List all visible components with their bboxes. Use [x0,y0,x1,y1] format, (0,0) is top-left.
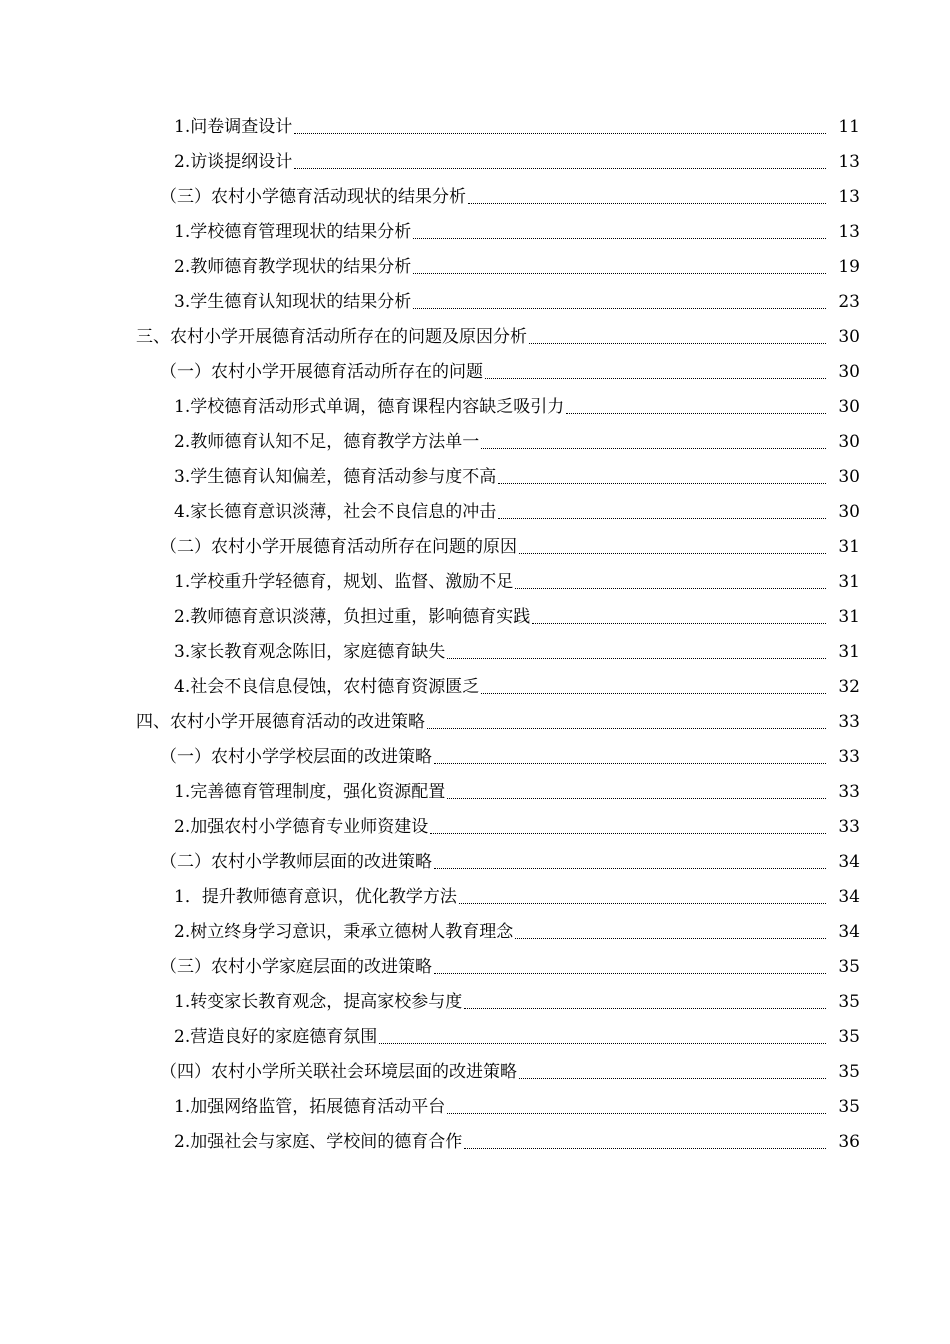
toc-entry[interactable] [0,320,950,355]
dot-leader [498,483,826,484]
toc-entry-title: 2.教师德育认知不足，德育教学方法单一 [174,432,480,452]
toc-entry-page: 35 [838,957,860,977]
toc-entry-title: （三）农村小学德育活动现状的结果分析 [160,187,466,207]
dot-leader [532,623,826,624]
dot-leader [447,1113,826,1114]
toc-entry[interactable] [0,705,950,740]
toc-entry[interactable] [0,425,950,460]
toc-entry-page: 30 [838,397,860,417]
toc-entry-page: 33 [838,817,860,837]
toc-entry[interactable] [0,670,950,705]
toc-entry-page: 34 [838,852,860,872]
dot-leader [430,833,826,834]
toc-entry-title: 1．提升教师德育意识，优化教学方法 [174,887,457,907]
toc-entry-page: 19 [838,257,860,277]
toc-entry[interactable] [0,460,950,495]
toc-entry-page: 35 [838,1097,860,1117]
dot-leader [434,973,826,974]
dot-leader [498,518,826,519]
dot-leader [447,658,826,659]
toc-entry-title: 2.加强农村小学德育专业师资建设 [174,817,429,837]
toc-entry-title: （二）农村小学教师层面的改进策略 [160,852,432,872]
dot-leader [481,448,826,449]
toc-entry[interactable] [0,1125,950,1160]
toc-entry[interactable] [0,845,950,880]
toc-entry-page: 34 [838,887,860,907]
dot-leader [464,1008,826,1009]
toc-entry[interactable] [0,740,950,775]
toc-entry[interactable] [0,950,950,985]
dot-leader [468,203,826,204]
toc-entry-page: 31 [838,537,860,557]
toc-entry-page: 30 [838,327,860,347]
toc-entry-page: 30 [838,502,860,522]
toc-entry-page: 35 [838,1062,860,1082]
toc-entry[interactable] [0,1055,950,1090]
toc-entry-page: 35 [838,992,860,1012]
toc-entry-title: 四、农村小学开展德育活动的改进策略 [136,712,425,732]
toc-entry-title: 3.学生德育认知偏差，德育活动参与度不高 [174,467,497,487]
dot-leader [413,238,826,239]
toc-entry[interactable] [0,880,950,915]
toc-entry-page: 31 [838,642,860,662]
toc-entry-page: 30 [838,467,860,487]
dot-leader [434,868,826,869]
toc-entry-page: 35 [838,1027,860,1047]
toc-entry[interactable] [0,775,950,810]
toc-entry-title: （一）农村小学学校层面的改进策略 [160,747,432,767]
dot-leader [519,553,826,554]
toc-entry-title: 1.学校德育活动形式单调，德育课程内容缺乏吸引力 [174,397,565,417]
toc-entry-page: 30 [838,432,860,452]
toc-entry-page: 33 [838,782,860,802]
toc-entry-page: 36 [838,1132,860,1152]
toc-entry[interactable] [0,985,950,1020]
toc-entry-title: 2.教师德育意识淡薄，负担过重，影响德育实践 [174,607,531,627]
toc-entry-title: （二）农村小学开展德育活动所存在问题的原因 [160,537,517,557]
toc-entry-title: 4.社会不良信息侵蚀，农村德育资源匮乏 [174,677,480,697]
toc-entry-title: 2.访谈提纲设计 [174,152,293,172]
toc-entry-title: 2.树立终身学习意识，秉承立德树人教育理念 [174,922,514,942]
dot-leader [447,798,826,799]
toc-entry[interactable] [0,635,950,670]
toc-entry-title: 1.完善德育管理制度，强化资源配置 [174,782,446,802]
dot-leader [413,273,826,274]
toc-entry[interactable] [0,565,950,600]
toc-entry[interactable] [0,915,950,950]
toc-entry-page: 23 [838,292,860,312]
dot-leader [566,413,826,414]
toc-entry-title: 3.家长教育观念陈旧，家庭德育缺失 [174,642,446,662]
dot-leader [464,1148,826,1149]
toc-entry-page: 31 [838,572,860,592]
toc-entry-title: 2.教师德育教学现状的结果分析 [174,257,412,277]
toc-entry-title: 1.加强网络监管，拓展德育活动平台 [174,1097,446,1117]
toc-entry[interactable] [0,215,950,250]
toc-entry-page: 31 [838,607,860,627]
toc-entry-title: （一）农村小学开展德育活动所存在的问题 [160,362,483,382]
dot-leader [379,1043,826,1044]
toc-entry-title: 2.营造良好的家庭德育氛围 [174,1027,378,1047]
toc-entry[interactable] [0,285,950,320]
dot-leader [515,938,826,939]
toc-entry[interactable] [0,495,950,530]
toc-entry-page: 32 [838,677,860,697]
dot-leader [434,763,826,764]
toc-entry[interactable] [0,1020,950,1055]
toc-entry-page: 34 [838,922,860,942]
dot-leader [294,133,826,134]
toc-entry[interactable] [0,810,950,845]
toc-entry[interactable] [0,600,950,635]
toc-entry-page: 13 [838,152,860,172]
dot-leader [481,693,826,694]
dot-leader [459,903,826,904]
dot-leader [519,1078,826,1079]
toc-entry[interactable] [0,180,950,215]
dot-leader [427,728,826,729]
toc-entry-title: 1.学校德育管理现状的结果分析 [174,222,412,242]
toc-entry-title: （四）农村小学所关联社会环境层面的改进策略 [160,1062,517,1082]
toc-entry[interactable] [0,1090,950,1125]
toc-entry-title: 4.家长德育意识淡薄，社会不良信息的冲击 [174,502,497,522]
dot-leader [485,378,826,379]
dot-leader [515,588,826,589]
toc-entry-page: 33 [838,712,860,732]
toc-entry[interactable] [0,110,950,145]
table-of-contents [0,110,950,1160]
toc-entry-title: 2.加强社会与家庭、学校间的德育合作 [174,1132,463,1152]
toc-entry[interactable] [0,145,950,180]
toc-entry-title: 1.学校重升学轻德育，规划、监督、激励不足 [174,572,514,592]
toc-entry[interactable] [0,355,950,390]
dot-leader [413,308,826,309]
toc-entry-title: 3.学生德育认知现状的结果分析 [174,292,412,312]
toc-entry-page: 30 [838,362,860,382]
dot-leader [529,343,826,344]
toc-entry-title: 1.转变家长教育观念，提高家校参与度 [174,992,463,1012]
toc-entry-page: 13 [838,187,860,207]
toc-entry-page: 13 [838,222,860,242]
dot-leader [294,168,826,169]
toc-entry-title: 三、农村小学开展德育活动所存在的问题及原因分析 [136,327,527,347]
toc-entry-title: 1.问卷调查设计 [174,117,293,137]
toc-entry-title: （三）农村小学家庭层面的改进策略 [160,957,432,977]
toc-entry-page: 33 [838,747,860,767]
toc-entry-page: 11 [838,117,860,137]
toc-entry[interactable] [0,250,950,285]
toc-entry[interactable] [0,390,950,425]
toc-entry[interactable] [0,530,950,565]
